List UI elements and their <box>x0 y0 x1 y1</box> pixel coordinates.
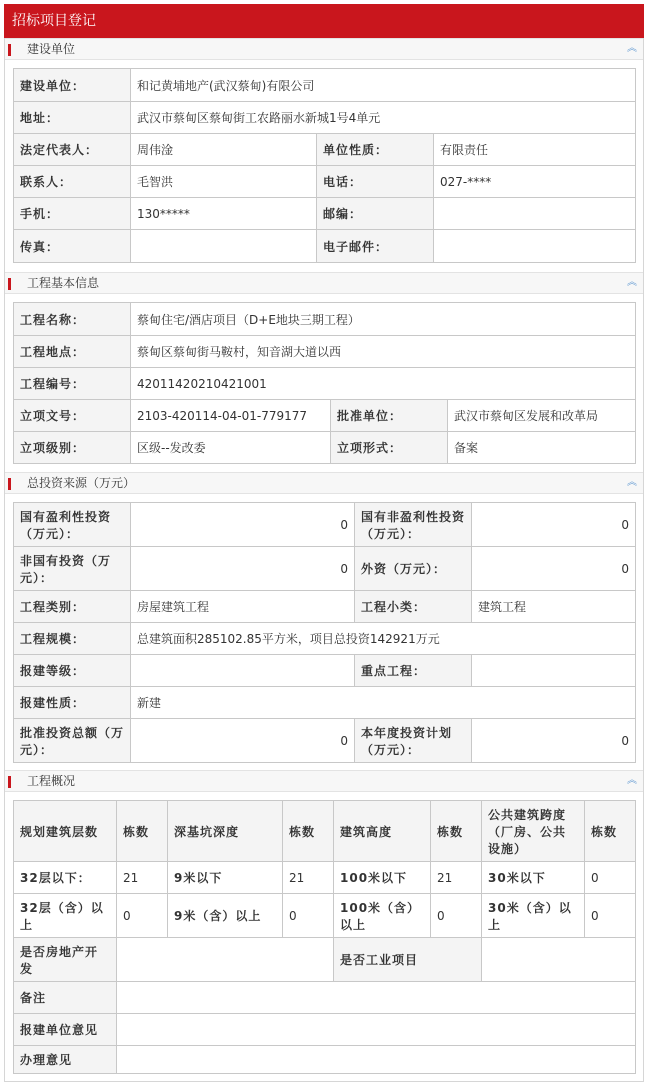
overview-handle-value <box>117 1046 636 1074</box>
invest-nature-value: 新建 <box>131 687 636 719</box>
unit-rep-label: 法定代表人： <box>14 134 131 166</box>
unit-fax-value <box>131 230 317 263</box>
invest-scale-value: 总建筑面积285102.85平方米，项目总投资142921万元 <box>131 623 636 655</box>
section-header-project[interactable] <box>5 272 643 294</box>
project-level-value: 区级--发改委 <box>131 432 331 464</box>
overview-handle-label: 办理意见 <box>14 1046 117 1074</box>
unit-phone-value: 027-**** <box>434 166 636 198</box>
overview-header-pit-depth: 深基坑深度 <box>168 801 283 862</box>
overview-header-floors: 规划建筑层数 <box>14 801 117 862</box>
overview-realestate-value <box>117 938 334 982</box>
overview-header-count: 栋数 <box>117 801 168 862</box>
unit-contact-value: 毛智洪 <box>131 166 317 198</box>
overview-cell: 30米（含）以上 <box>482 894 585 938</box>
invest-foreign-label: 外资（万元）： <box>355 547 472 591</box>
invest-table <box>13 502 636 763</box>
invest-grade-label: 报建等级： <box>14 655 131 687</box>
overview-cell: 0 <box>431 894 482 938</box>
overview-cell: 0 <box>585 862 636 894</box>
overview-cell: 32层以下： <box>14 862 117 894</box>
project-name-value: 蔡甸住宅/酒店项目（D+E地块三期工程） <box>131 303 636 336</box>
invest-annual-value: 0 <box>472 719 636 763</box>
section-title: 工程基本信息 <box>27 276 100 290</box>
invest-nature-label: 报建性质： <box>14 687 131 719</box>
section-header-unit[interactable] <box>5 38 643 60</box>
overview-cell: 21 <box>117 862 168 894</box>
overview-opinion-value <box>117 1014 636 1046</box>
invest-state-profit-label: 国有盈利性投资（万元）： <box>14 503 131 547</box>
invest-nonstate-label: 非国有投资（万元）： <box>14 547 131 591</box>
overview-realestate-label: 是否房地产开发 <box>14 938 117 982</box>
unit-zip-label: 邮编： <box>317 198 434 230</box>
page-title: 招标项目登记 <box>4 4 644 38</box>
overview-header-count: 栋数 <box>283 801 334 862</box>
overview-cell: 0 <box>283 894 334 938</box>
invest-type-label: 工程类别： <box>14 591 131 623</box>
project-table <box>13 302 636 464</box>
unit-name-label: 建设单位： <box>14 69 131 102</box>
overview-header-height: 建筑高度 <box>334 801 431 862</box>
invest-state-profit-value: 0 <box>131 503 355 547</box>
overview-cell: 100米（含）以上 <box>334 894 431 938</box>
unit-fax-label: 传真： <box>14 230 131 263</box>
overview-cell: 0 <box>117 894 168 938</box>
project-doc-value: 2103-420114-04-01-779177 <box>131 400 331 432</box>
project-site-value: 蔡甸区蔡甸街马鞍村，知音湖大道以西 <box>131 336 636 368</box>
overview-cell: 30米以下 <box>482 862 585 894</box>
invest-subtype-label: 工程小类： <box>355 591 472 623</box>
overview-cell: 21 <box>283 862 334 894</box>
invest-type-value: 房屋建筑工程 <box>131 591 355 623</box>
project-approver-label: 批准单位： <box>331 400 448 432</box>
project-form-label: 立项形式： <box>331 432 448 464</box>
invest-subtype-value: 建筑工程 <box>472 591 636 623</box>
overview-remark-label: 备注 <box>14 982 117 1014</box>
unit-email-label: 电子邮件： <box>317 230 434 263</box>
unit-rep-value: 周伟淦 <box>131 134 317 166</box>
overview-header-count: 栋数 <box>431 801 482 862</box>
section-header-invest[interactable] <box>5 472 643 494</box>
project-code-label: 工程编号： <box>14 368 131 400</box>
collapse-icon[interactable]: ︽ <box>627 43 637 54</box>
unit-mobile-label: 手机： <box>14 198 131 230</box>
overview-industrial-label: 是否工业项目 <box>334 938 482 982</box>
overview-remark-value <box>117 982 636 1014</box>
collapse-icon[interactable]: ︽ <box>627 775 637 786</box>
unit-table <box>13 68 636 263</box>
table-row <box>14 862 636 894</box>
overview-cell: 9米（含）以上 <box>168 894 283 938</box>
unit-nature-label: 单位性质： <box>317 134 434 166</box>
project-code-value: 42011420210421001 <box>131 368 636 400</box>
overview-cell: 9米以下 <box>168 862 283 894</box>
unit-nature-value: 有限责任 <box>434 134 636 166</box>
invest-grade-value <box>131 655 355 687</box>
unit-address-value: 武汉市蔡甸区蔡甸街工农路丽水新城1号4单元 <box>131 102 636 134</box>
section-title: 建设单位 <box>27 42 76 56</box>
overview-table <box>13 800 636 1074</box>
invest-nonstate-value: 0 <box>131 547 355 591</box>
invest-key-value <box>472 655 636 687</box>
overview-header-count: 栋数 <box>585 801 636 862</box>
invest-scale-label: 工程规模： <box>14 623 131 655</box>
unit-name-value: 和记黄埔地产(武汉蔡甸)有限公司 <box>131 69 636 102</box>
project-site-label: 工程地点： <box>14 336 131 368</box>
table-row <box>14 894 636 938</box>
unit-phone-label: 电话： <box>317 166 434 198</box>
section-header-overview[interactable] <box>5 770 643 792</box>
project-name-label: 工程名称： <box>14 303 131 336</box>
overview-header-span: 公共建筑跨度（厂房、公共设施） <box>482 801 585 862</box>
section-title: 工程概况 <box>27 774 76 788</box>
invest-foreign-value: 0 <box>472 547 636 591</box>
overview-cell: 21 <box>431 862 482 894</box>
section-marker <box>8 478 11 490</box>
section-title: 总投资来源（万元） <box>27 476 136 490</box>
collapse-icon[interactable]: ︽ <box>627 477 637 488</box>
section-marker <box>8 278 11 290</box>
unit-contact-label: 联系人： <box>14 166 131 198</box>
project-approver-value: 武汉市蔡甸区发展和改革局 <box>448 400 636 432</box>
project-doc-label: 立项文号： <box>14 400 131 432</box>
overview-cell: 100米以下 <box>334 862 431 894</box>
section-marker <box>8 776 11 788</box>
overview-industrial-value <box>482 938 636 982</box>
overview-cell: 32层（含）以上 <box>14 894 117 938</box>
collapse-icon[interactable]: ︽ <box>627 277 637 288</box>
project-level-label: 立项级别： <box>14 432 131 464</box>
invest-approved-value: 0 <box>131 719 355 763</box>
invest-key-label: 重点工程： <box>355 655 472 687</box>
overview-opinion-label: 报建单位意见 <box>14 1014 117 1046</box>
invest-approved-label: 批准投资总额（万元）： <box>14 719 131 763</box>
project-form-value: 备案 <box>448 432 636 464</box>
invest-state-nonprofit-value: 0 <box>472 503 636 547</box>
section-marker <box>8 44 11 56</box>
invest-annual-label: 本年度投资计划（万元）： <box>355 719 472 763</box>
overview-cell: 0 <box>585 894 636 938</box>
unit-mobile-value: 130***** <box>131 198 317 230</box>
unit-address-label: 地址： <box>14 102 131 134</box>
unit-zip-value <box>434 198 636 230</box>
invest-state-nonprofit-label: 国有非盈利性投资（万元）： <box>355 503 472 547</box>
unit-email-value <box>434 230 636 263</box>
